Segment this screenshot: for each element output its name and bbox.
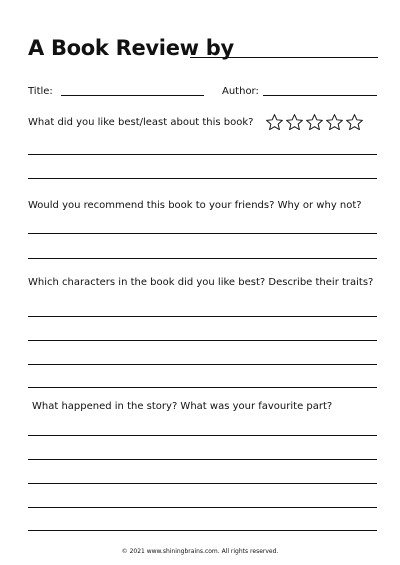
- author-input-line[interactable]: [263, 95, 377, 96]
- star-outline-icon[interactable]: [265, 113, 284, 132]
- reviewer-name-line[interactable]: [190, 57, 378, 58]
- star-outline-icon[interactable]: [345, 113, 364, 132]
- question-1: What did you like best/least about this book?: [28, 117, 254, 128]
- author-label: Author:: [222, 86, 259, 97]
- answer-line[interactable]: [28, 387, 377, 388]
- question-3: Which characters in the book did you like best? Describe their traits?: [28, 277, 374, 288]
- answer-line[interactable]: [28, 154, 377, 155]
- answer-line[interactable]: [28, 435, 377, 436]
- answer-line[interactable]: [28, 483, 377, 484]
- answer-line[interactable]: [28, 233, 377, 234]
- star-outline-icon[interactable]: [305, 113, 324, 132]
- page-title: A Book Review by: [28, 36, 234, 60]
- answer-line[interactable]: [28, 258, 377, 259]
- star-outline-icon[interactable]: [325, 113, 344, 132]
- title-input-line[interactable]: [61, 95, 204, 96]
- answer-line[interactable]: [28, 316, 377, 317]
- answer-line[interactable]: [28, 459, 377, 460]
- copyright-footer: © 2021 www.shiningbrains.com. All rights reserved.: [121, 548, 279, 555]
- answer-line[interactable]: [28, 507, 377, 508]
- star-outline-icon[interactable]: [285, 113, 304, 132]
- question-4: What happened in the story? What was your favourite part?: [32, 401, 333, 412]
- answer-line[interactable]: [28, 530, 377, 531]
- title-label: Title:: [28, 86, 53, 97]
- star-rating[interactable]: [265, 113, 364, 132]
- question-2: Would you recommend this book to your friends? Why or why not?: [28, 200, 362, 211]
- answer-line[interactable]: [28, 178, 377, 179]
- answer-line[interactable]: [28, 364, 377, 365]
- answer-line[interactable]: [28, 340, 377, 341]
